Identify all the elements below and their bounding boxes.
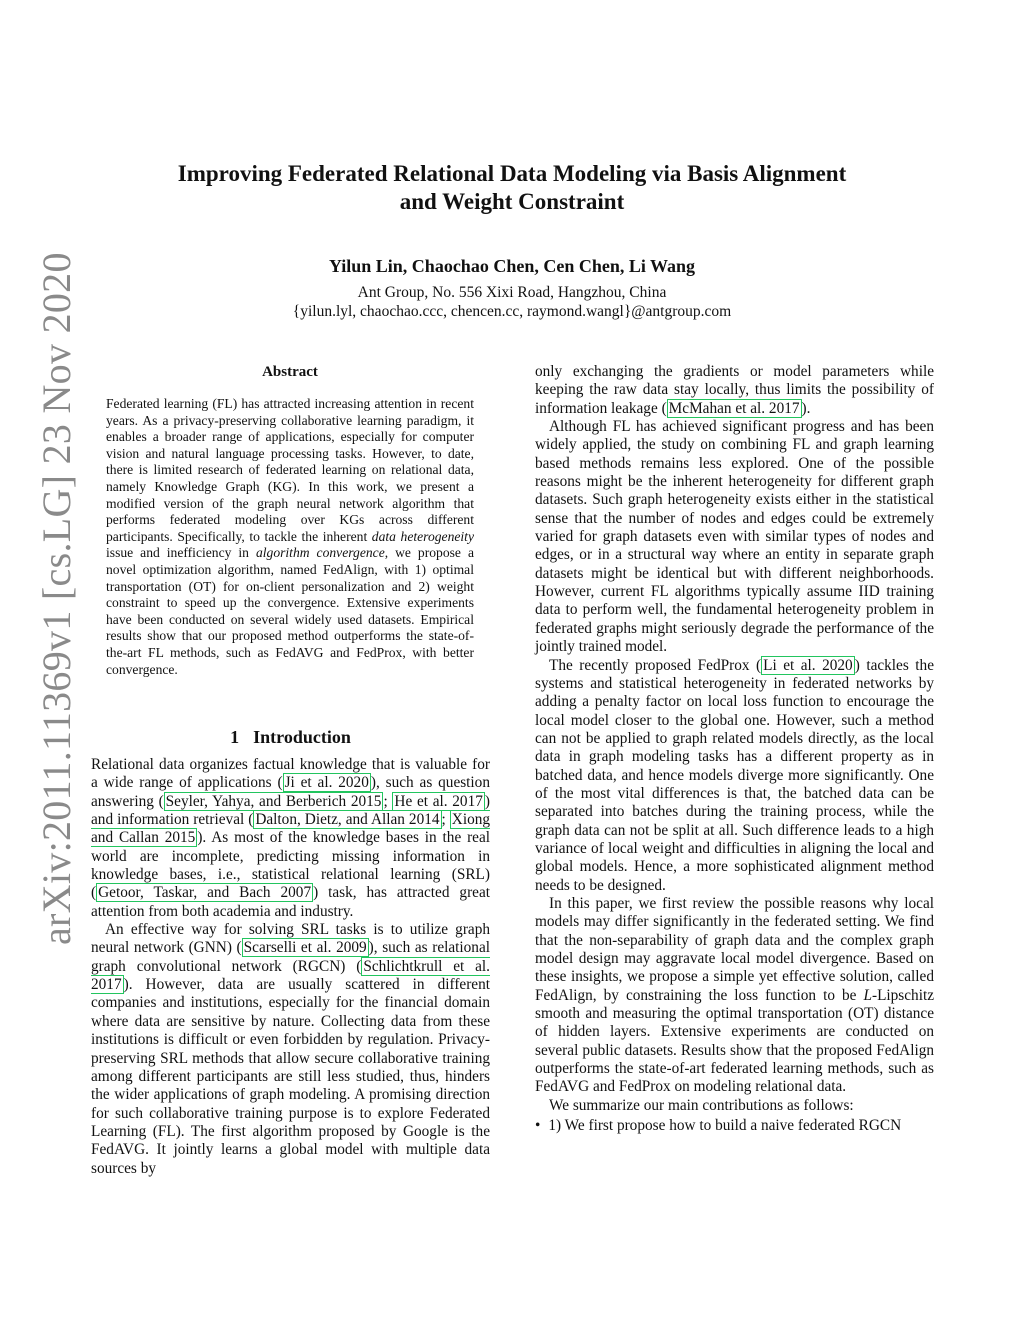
arxiv-identifier: arXiv:2011.11369v1 [cs.LG] 23 Nov 2020 [34, 252, 79, 945]
citation-link[interactable]: McMahan et al. 2017 [668, 399, 800, 417]
affiliation-block [120, 283, 904, 321]
paper-title [120, 160, 904, 216]
right-column-text [535, 363, 934, 1135]
body-paragraph: In this paper, we first review the possible reasons why local models may differ significantly in the federated setting. We find that the non-separability of graph data and the complex graph model design may aggravate local model divergence. Based on these insights, we propose a simple yet effective solution, called FedAlign, by constraining the loss function to be L-Lipschitz smooth and measuring the optimal transportation (OT) distance of hidden layers. Extensive experiments are conducted on several public datasets. Results show that the proposed FedAlign outperforms the state-of-art federated learning methods, such as FedAVG and FedProx on modeling relational data. [535, 894, 934, 1096]
abstract-paragraph: Federated learning (FL) has attracted increasing attention in recent years. As a privacy-preserving collaborative learning paradigm, it enables a broader range of applications, especially for computer vision and natural language processing tasks. However, to date, there is limited research of federated learning on relational data, namely Knowledge Graph (KG). In this work, we present a modified version of the graph neural network algorithm that performs federated modeling over KGs across different participants. Specifically, to tackle the inherent data heterogeneity issue and inefficiency in algorithm convergence, we propose a novel optimization algorithm, named FedAlign, with 1) optimal transportation (OT) for on-client personalization and 2) weight constraint to speed up the convergence. Extensive experiments have been conducted on several widely used datasets. Empirical results show that our proposed method outperforms the state-of-the-art FL methods, such as FedAVG and FedProx, with better convergence. [106, 396, 474, 677]
citation-link[interactable]: Getoor, Taskar, and Bach 2007 [98, 884, 312, 902]
section-number: 1 [230, 727, 240, 747]
abstract-text [106, 396, 474, 678]
section-heading-introduction [92, 727, 489, 748]
citation-link[interactable]: Ji et al. 2020 [284, 774, 369, 792]
citation-link[interactable]: Li et al. 2020 [763, 656, 853, 674]
math-symbol: L [863, 986, 872, 1004]
citation-link[interactable]: Scarselli et al. 2009 [243, 939, 367, 957]
left-column-text [91, 756, 490, 1178]
emphasis: algorithm convergence [255, 545, 385, 561]
title-line: and Weight Constraint [399, 189, 625, 214]
abstract-heading: Abstract [262, 364, 318, 380]
body-paragraph: only exchanging the gradients or model parameters while keeping the raw data stay locally, thus limits the possibility of information leakage ( McMahan et al. 2017 ). [535, 363, 934, 417]
affiliation: Ant Group, No. 556 Xixi Road, Hangzhou, China [357, 284, 667, 301]
citation-link[interactable]: He et al. 2017 [394, 792, 483, 810]
citation-link[interactable]: Seyler, Yahya, and Berberich 2015 [165, 792, 382, 810]
citation-link[interactable]: Xiong and Callan 2015 [91, 811, 491, 847]
title-line: Improving Federated Relational Data Modeling via Basis Alignment [177, 161, 847, 186]
authors: Yilun Lin, Chaochao Chen, Cen Chen, Li Wang [328, 256, 696, 276]
list-item: • 1) We first propose how to build a naive federated RGCN [549, 1117, 934, 1135]
citation-link[interactable]: Schlichtkrull et al. 2017 [91, 957, 490, 994]
body-paragraph: Although FL has achieved significant progress and has been widely applied, the study on combining FL and graph learning based methods remains less explored. One of the possible reasons might be the inherent heterogeneity for different graph datasets. Such graph heterogeneity exists either in the statistical sense that the number of nodes and edges could be extremely varied for graph datasets even with similar types of nodes and edges, or in a structural way where an entity in separate graph datasets might be identical but with different neighborhoods. However, current FL algorithms typically assume IID training data to perform well, the fundamental heterogeneity problem in federated graphs might seriously degrade the performance of the jointly trained model. [535, 418, 934, 656]
emphasis: data heterogeneity [371, 528, 474, 544]
contributions-list [535, 1117, 934, 1135]
citation-link[interactable]: Dalton, Dietz, and Allan 2014 [255, 811, 440, 829]
body-paragraph: An effective way for solving SRL tasks is to utilize graph neural network (GNN) ( Scarselli et al. 2009 ), such as relational graph convolutional network (RGCN) ( Schlichtkrull et al. 2017 ). However, data are usually scattered in different companies and institutions, especially for the financial domain where data are sensitive by nature. Collecting data from these institutions is difficult or even forbidden by regulation. Privacy-preserving SRL methods that allow secure collaborative training among different participants are still less studied, thus, hinders the wider applications of graph modeling. A promising direction for such collaborative training purpose is to explore Federated Learning (FL). The first algorithm proposed by Google is the FedAVG. It jointly learns a global model with multiple data sources by [91, 921, 490, 1177]
section-title: Introduction [253, 727, 351, 747]
author-emails: {yilun.lyl, chaochao.ccc, chencen.cc, raymond.wangl}@antgroup.com [292, 303, 732, 320]
body-paragraph: Relational data organizes factual knowledge that is valuable for a wide range of applications ( Ji et al. 2020 ), such as question answering ( Seyler, Yahya, and Berberich 2015 ; He et al. 2017 ) and information retrieval ( Dalton, Dietz, and Allan 2014 ; Xiong and Callan 2015 ). As most of the knowledge bases in the real world are incomplete, predicting missing information in knowledge bases, i.e., statistical relational learning (SRL) ( Getoor, Taskar, and Bach 2007 ) task, has attracted great attention from both academia and industry. [91, 756, 491, 920]
body-paragraph: The recently proposed FedProx ( Li et al. 2020 ) tackles the systems and statistical heterogeneity in federated networks by adding a penalty factor on local loss function to encourage the local model closer to the global one. However, such a method can not be applied to graph related models directly, as the local data in graph modeling tasks has a different property as in batched data, and hence models diverge more significantly. One of the most vital differences is that, the batched data can be separated into batches during the training process, while the graph data can not be split at all. Such difference leads to a high variance of local weight and difficulties in aligning the local and global models. Hence, a more sophisticated alignment method needs to be designed. [535, 656, 934, 894]
body-paragraph: We summarize our main contributions as follows: [549, 1096, 854, 1114]
